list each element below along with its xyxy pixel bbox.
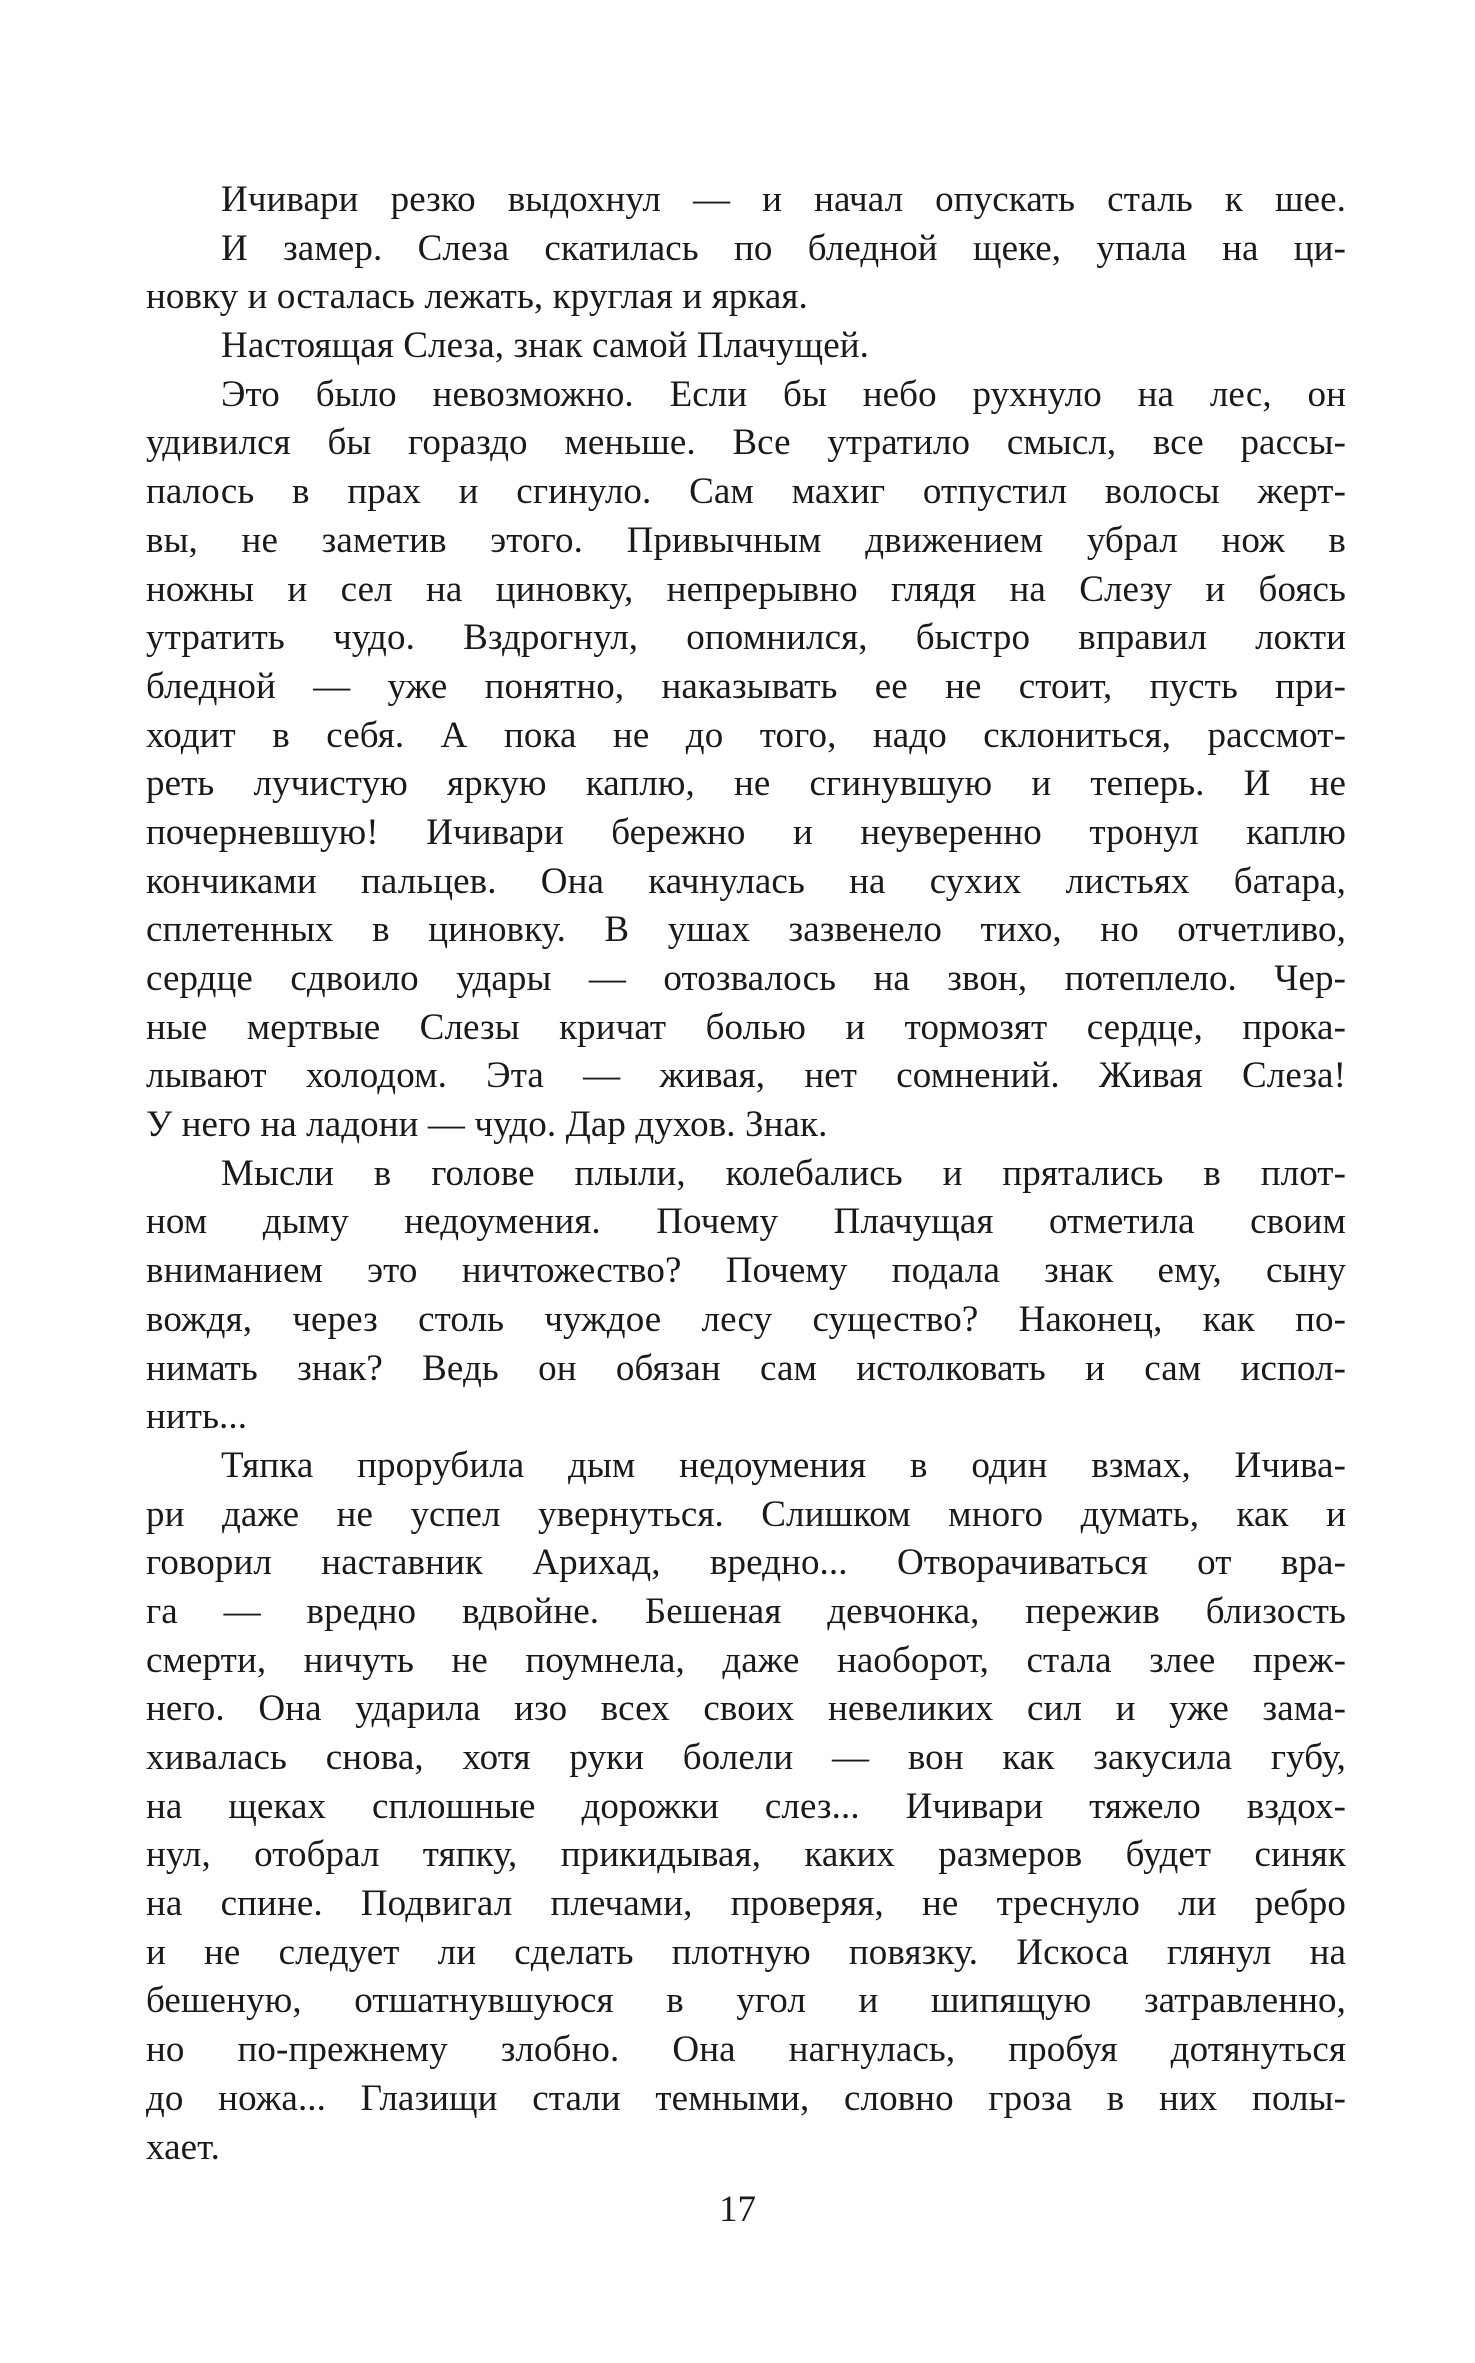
text-line: новку и осталась лежать, круглая и яркая.: [146, 276, 808, 318]
text-line: ном дыму недоумения. Почему Плачущая отметила своим: [146, 1201, 1346, 1243]
text-line: на спине. Подвигал плечами, проверяя, не треснуло ли ребро: [146, 1883, 1346, 1925]
text-line: удивился бы гораздо меньше. Все утратило смысл, все рассы-: [146, 422, 1346, 464]
text-line: кончиками пальцев. Она качнулась на сухих листьях батара,: [146, 860, 1346, 902]
text-line: ходит в себя. А пока не до того, надо склониться, рассмот-: [146, 714, 1346, 756]
text-line: нить...: [146, 1396, 248, 1438]
text-line: палось в прах и сгинуло. Сам махиг отпустил волосы жерт-: [146, 471, 1346, 513]
text-line: на щеках сплошные дорожки слез... Ичивари тяжело вздох-: [146, 1785, 1346, 1827]
text-line: бешеную, отшатнувшуюся в угол и шипящую затравленно,: [146, 1980, 1346, 2022]
text-line: ри даже не успел увернуться. Слишком много думать, как и: [146, 1493, 1346, 1535]
text-line: вождя, через столь чуждое лесу существо? Наконец, как по-: [146, 1298, 1346, 1340]
text-line: У него на ладони — чудо. Дар духов. Знак.: [146, 1104, 828, 1146]
text-line: Это было невозможно. Если бы небо рухнуло на лес, он: [221, 373, 1346, 415]
text-line: Настоящая Слеза, знак самой Плачущей.: [221, 325, 870, 367]
text-line: га — вредно вдвойне. Бешеная девчонка, пережив близость: [146, 1590, 1346, 1632]
text-line: нимать знак? Ведь он обязан сам истолковать и сам испол-: [146, 1347, 1346, 1389]
text-line: сердце сдвоило удары — отозвалось на звон, потеплело. Чер-: [146, 958, 1346, 999]
text-line: ные мертвые Слезы кричат болью и тормозят сердце, прока-: [146, 1006, 1346, 1048]
text-line: И замер. Слеза скатилась по бледной щеке, упала на ци-: [221, 227, 1346, 269]
text-line: Ичивари резко выдохнул — и начал опускать сталь к шее.: [221, 179, 1346, 220]
text-line: сплетенных в циновку. В ушах зазвенело тихо, но отчетливо,: [146, 909, 1346, 951]
text-line: Мысли в голове плыли, колебались и прятались в плот-: [221, 1152, 1346, 1194]
page-number: 17: [719, 2189, 756, 2230]
text-line: лывают холодом. Эта — живая, нет сомнений. Живая Слеза!: [146, 1055, 1346, 1097]
text-line: реть лучистую яркую каплю, не сгинувшую и теперь. И не: [146, 763, 1346, 805]
text-line: Тяпка прорубила дым недоумения в один взмах, Ичива-: [221, 1444, 1346, 1486]
text-line: но по-прежнему злобно. Она нагнулась, пробуя дотянуться: [146, 2029, 1346, 2071]
text-line: хает.: [146, 2126, 220, 2168]
text-line: говорил наставник Арихад, вредно... Отворачиваться от вра-: [146, 1542, 1346, 1584]
text-line: хивалась снова, хотя руки болели — вон как закусила губу,: [146, 1737, 1346, 1778]
text-line: смерти, ничуть не поумнела, даже наоборот, стала злее преж-: [146, 1639, 1346, 1681]
text-line: и не следует ли сделать плотную повязку. Искоса глянул на: [146, 1931, 1346, 1973]
page-body: [146, 176, 1346, 2172]
text-line: утратить чудо. Вздрогнул, опомнился, быстро вправил локти: [146, 617, 1346, 659]
text-line: нул, отобрал тяпку, прикидывая, каких размеров будет синяк: [146, 1834, 1346, 1876]
text-line: ножны и сел на циновку, непрерывно глядя на Слезу и боясь: [146, 568, 1346, 610]
text-line: бледной — уже понятно, наказывать ее не стоит, пусть при-: [146, 665, 1346, 707]
text-line: до ножа... Глазищи стали темными, словно гроза в них полы-: [146, 2077, 1346, 2119]
text-line: вы, не заметив этого. Привычным движением убрал нож в: [146, 519, 1346, 561]
text-line: него. Она ударила изо всех своих невеликих сил и уже зама-: [146, 1688, 1346, 1730]
text-line: вниманием это ничтожество? Почему подала знак ему, сыну: [146, 1250, 1346, 1292]
text-line: почерневшую! Ичивари бережно и неуверенно тронул каплю: [146, 811, 1346, 853]
